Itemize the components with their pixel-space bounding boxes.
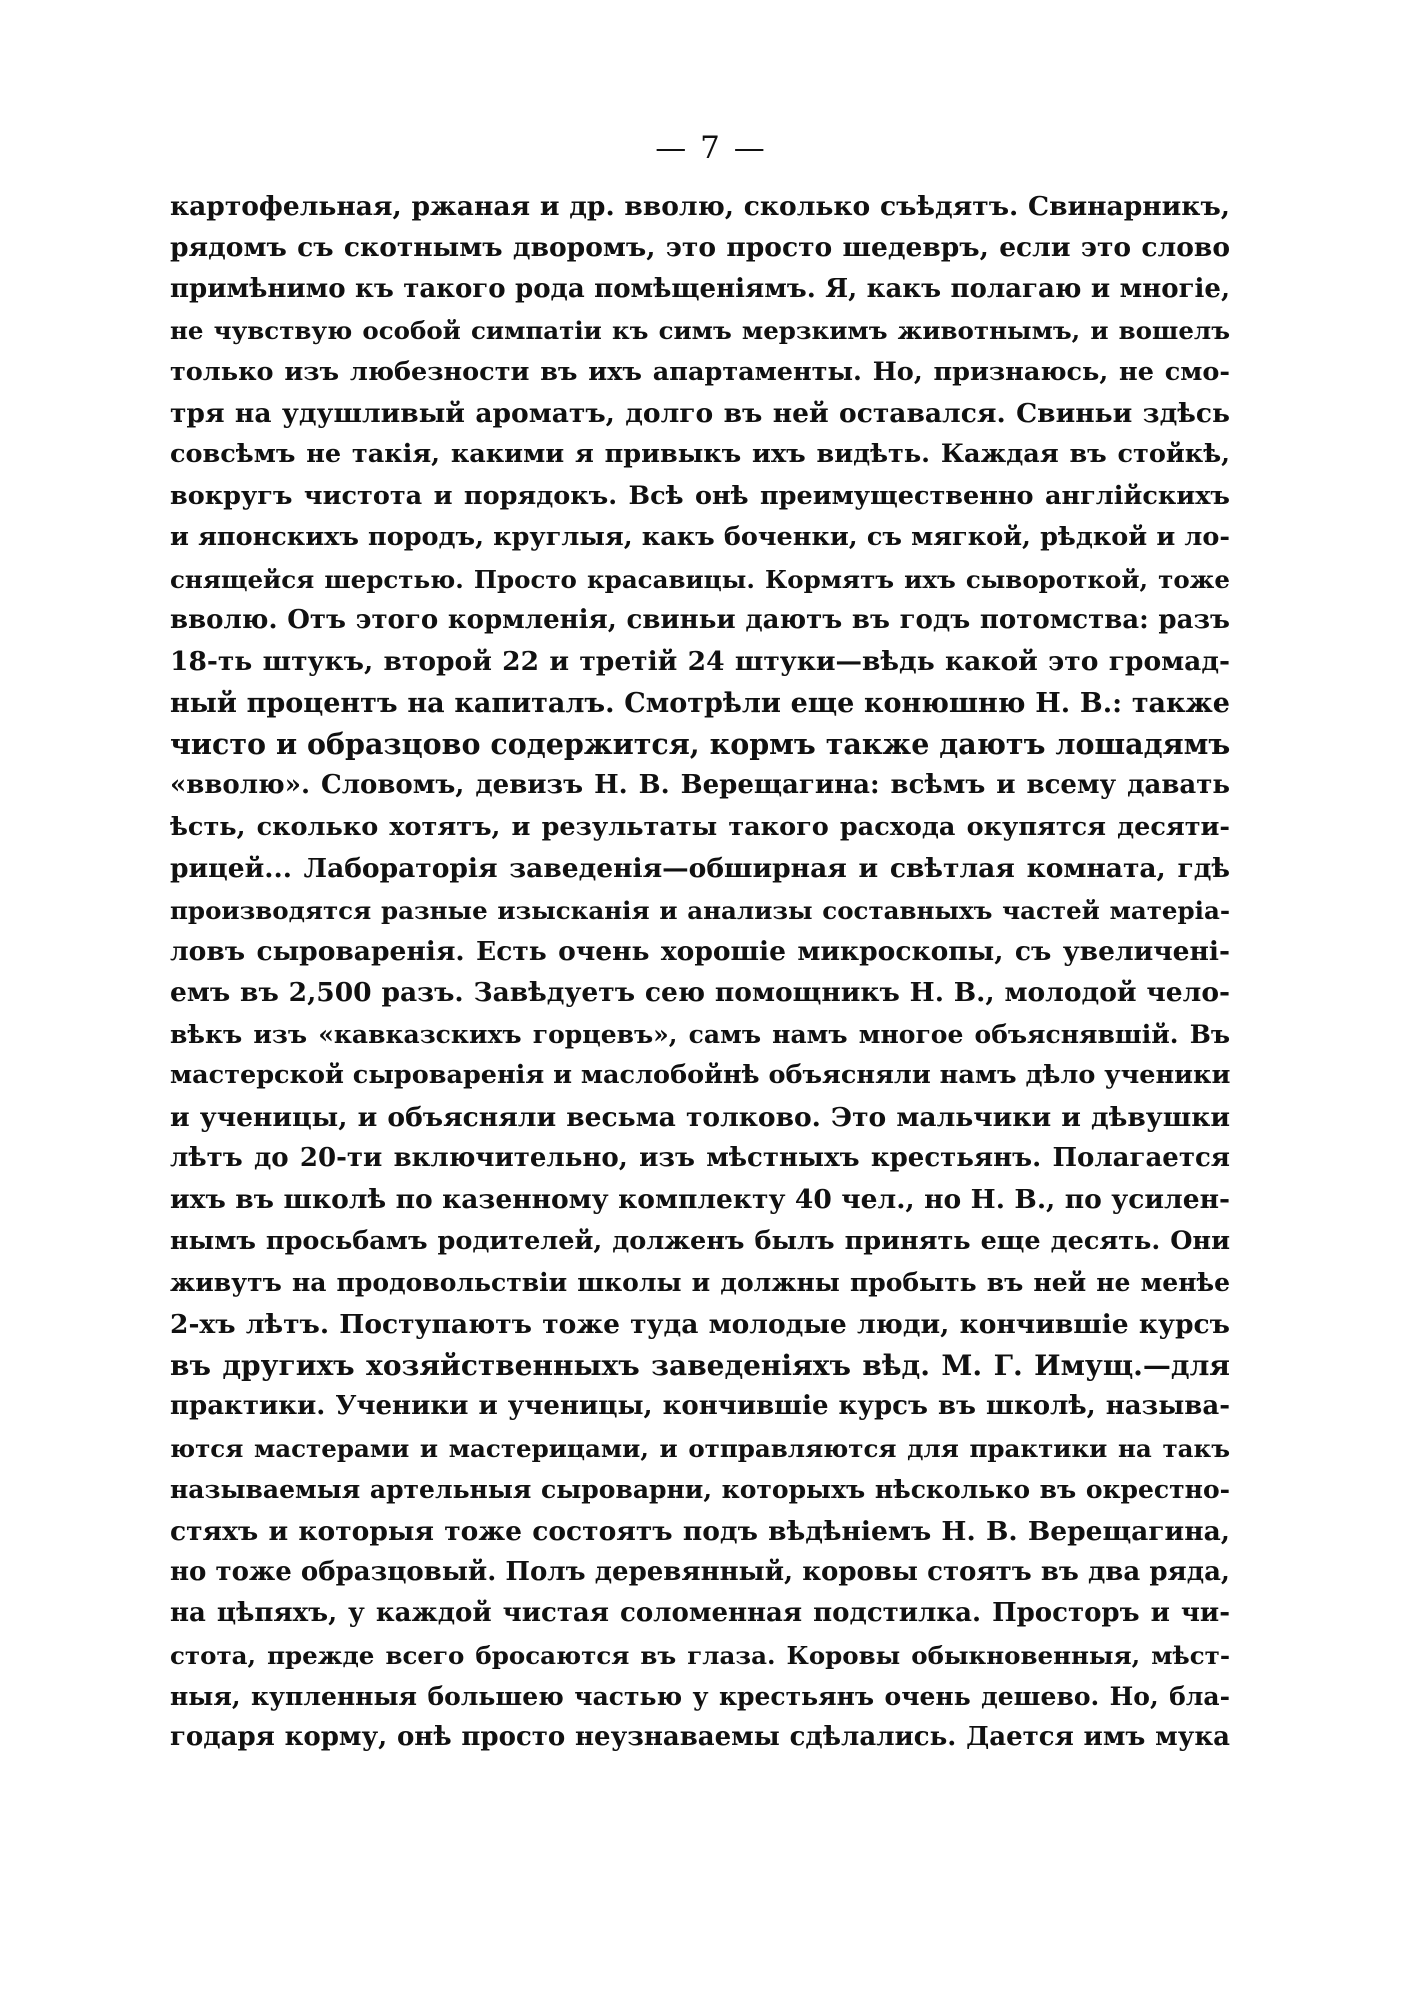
text-line: на цѣпяхъ, у каждой чистая соломенная подстилка. Просторъ и чи- bbox=[170, 1598, 1230, 1629]
text-line: въ другихъ хозяйственныхъ заведеніяхъ вѣд. М. Г. Имущ.—для bbox=[170, 1348, 1230, 1382]
text-line: только изъ любезности въ ихъ апартаменты. Но, признаюсь, не смо- bbox=[170, 356, 1230, 387]
text-line: но тоже образцовый. Полъ деревянный, коровы стоятъ въ два ряда, bbox=[170, 1556, 1230, 1587]
text-line: картофельная, ржаная и др. вволю, сколько съѣдятъ. Свинарникъ, bbox=[170, 191, 1230, 222]
text-line: стота, прежде всего бросаются въ глаза. Коровы обыкновенныя, мѣст- bbox=[170, 1640, 1230, 1670]
text-line: годаря корму, онѣ просто неузнаваемы сдѣлались. Дается имъ мука bbox=[170, 1722, 1230, 1753]
text-line: ный процентъ на капиталъ. Смотрѣли еще конюшню Н. В.: также bbox=[170, 687, 1230, 719]
text-line: вволю. Отъ этого кормленія, свиньи даютъ въ годъ потомства: разъ bbox=[170, 604, 1230, 635]
text-line: примѣнимо къ такого рода помѣщеніямъ. Я, какъ полагаю и многіе, bbox=[170, 273, 1230, 304]
text-line: называемыя артельныя сыроварни, которыхъ нѣсколько въ окрестно- bbox=[170, 1475, 1230, 1505]
page-number: — 7 — bbox=[655, 130, 767, 166]
text-line: нымъ просьбамъ родителей, долженъ былъ принять еще десять. Они bbox=[170, 1225, 1230, 1256]
text-line: практики. Ученики и ученицы, кончившіе курсъ въ школѣ, называ- bbox=[170, 1391, 1230, 1422]
text-line: вѣкъ изъ «кавказскихъ горцевъ», самъ намъ многое объяснявшій. Въ bbox=[170, 1019, 1230, 1049]
text-line: производятся разные изысканія и анализы составныхъ частей матеріа- bbox=[170, 895, 1230, 925]
text-line: 2-хъ лѣтъ. Поступаютъ тоже туда молодые люди, кончившіе курсъ bbox=[170, 1308, 1230, 1340]
text-line: мастерской сыроваренія и маслобойнѣ объясняли намъ дѣло ученики bbox=[170, 1060, 1230, 1091]
text-line: ловъ сыроваренія. Есть очень хорошіе микроскопы, съ увеличені- bbox=[170, 936, 1230, 968]
text-line: емъ въ 2,500 разъ. Завѣдуетъ сею помощникъ Н. В., молодой чело- bbox=[170, 977, 1230, 1009]
body-text bbox=[170, 186, 1230, 1759]
text-line: снящейся шерстью. Просто красавицы. Кормятъ ихъ сывороткой, тоже bbox=[170, 564, 1230, 594]
text-line: ихъ въ школѣ по казенному комплекту 40 чел., но Н. В., по усилен- bbox=[170, 1184, 1230, 1216]
text-line: ѣсть, сколько хотятъ, и результаты такого расхода окупятся десяти- bbox=[170, 811, 1230, 842]
text-line: тря на удушливый ароматъ, долго въ ней оставался. Свиньи здѣсь bbox=[170, 397, 1230, 429]
text-line: и ученицы, и объясняли весьма толково. Это мальчики и дѣвушки bbox=[170, 1101, 1230, 1133]
text-line: 18-ть штукъ, второй 22 и третій 24 штуки—вѣдь какой это громад- bbox=[170, 646, 1230, 678]
text-line: и японскихъ породъ, круглыя, какъ боченки, съ мягкой, рѣдкой и ло- bbox=[170, 522, 1230, 553]
text-line: ныя, купленныя большею частью у крестьянъ очень дешево. Но, бла- bbox=[170, 1682, 1230, 1712]
text-line: живутъ на продовольствіи школы и должны пробыть въ ней не менѣе bbox=[170, 1268, 1230, 1298]
text-line: лѣтъ до 20-ти включительно, изъ мѣстныхъ крестьянъ. Полагается bbox=[170, 1142, 1230, 1173]
text-line: ются мастерами и мастерицами, и отправляются для практики на такъ bbox=[170, 1433, 1230, 1463]
text-line: вокругъ чистота и порядокъ. Всѣ онѣ преимущественно англійскихъ bbox=[170, 480, 1230, 511]
text-line: «вволю». Словомъ, девизъ Н. В. Верещагина: всѣмъ и всему давать bbox=[170, 770, 1230, 801]
text-line: совсѣмъ не такія, какими я привыкъ ихъ видѣть. Каждая въ стойкѣ, bbox=[170, 439, 1230, 470]
text-line: рядомъ съ скотнымъ дворомъ, это просто шедевръ, если это слово bbox=[170, 232, 1230, 264]
text-line: не чувствую особой симпатіи къ симъ мерзкимъ животнымъ, и вошелъ bbox=[170, 316, 1230, 346]
text-line: рицей... Лабораторія заведенія—обширная и свѣтлая комната, гдѣ bbox=[170, 853, 1230, 885]
text-line: стяхъ и которыя тоже состоятъ подъ вѣдѣніемъ Н. В. Верещагина, bbox=[170, 1515, 1230, 1547]
text-line: чисто и образцово содержится, кормъ также даютъ лошадямъ bbox=[170, 727, 1230, 762]
